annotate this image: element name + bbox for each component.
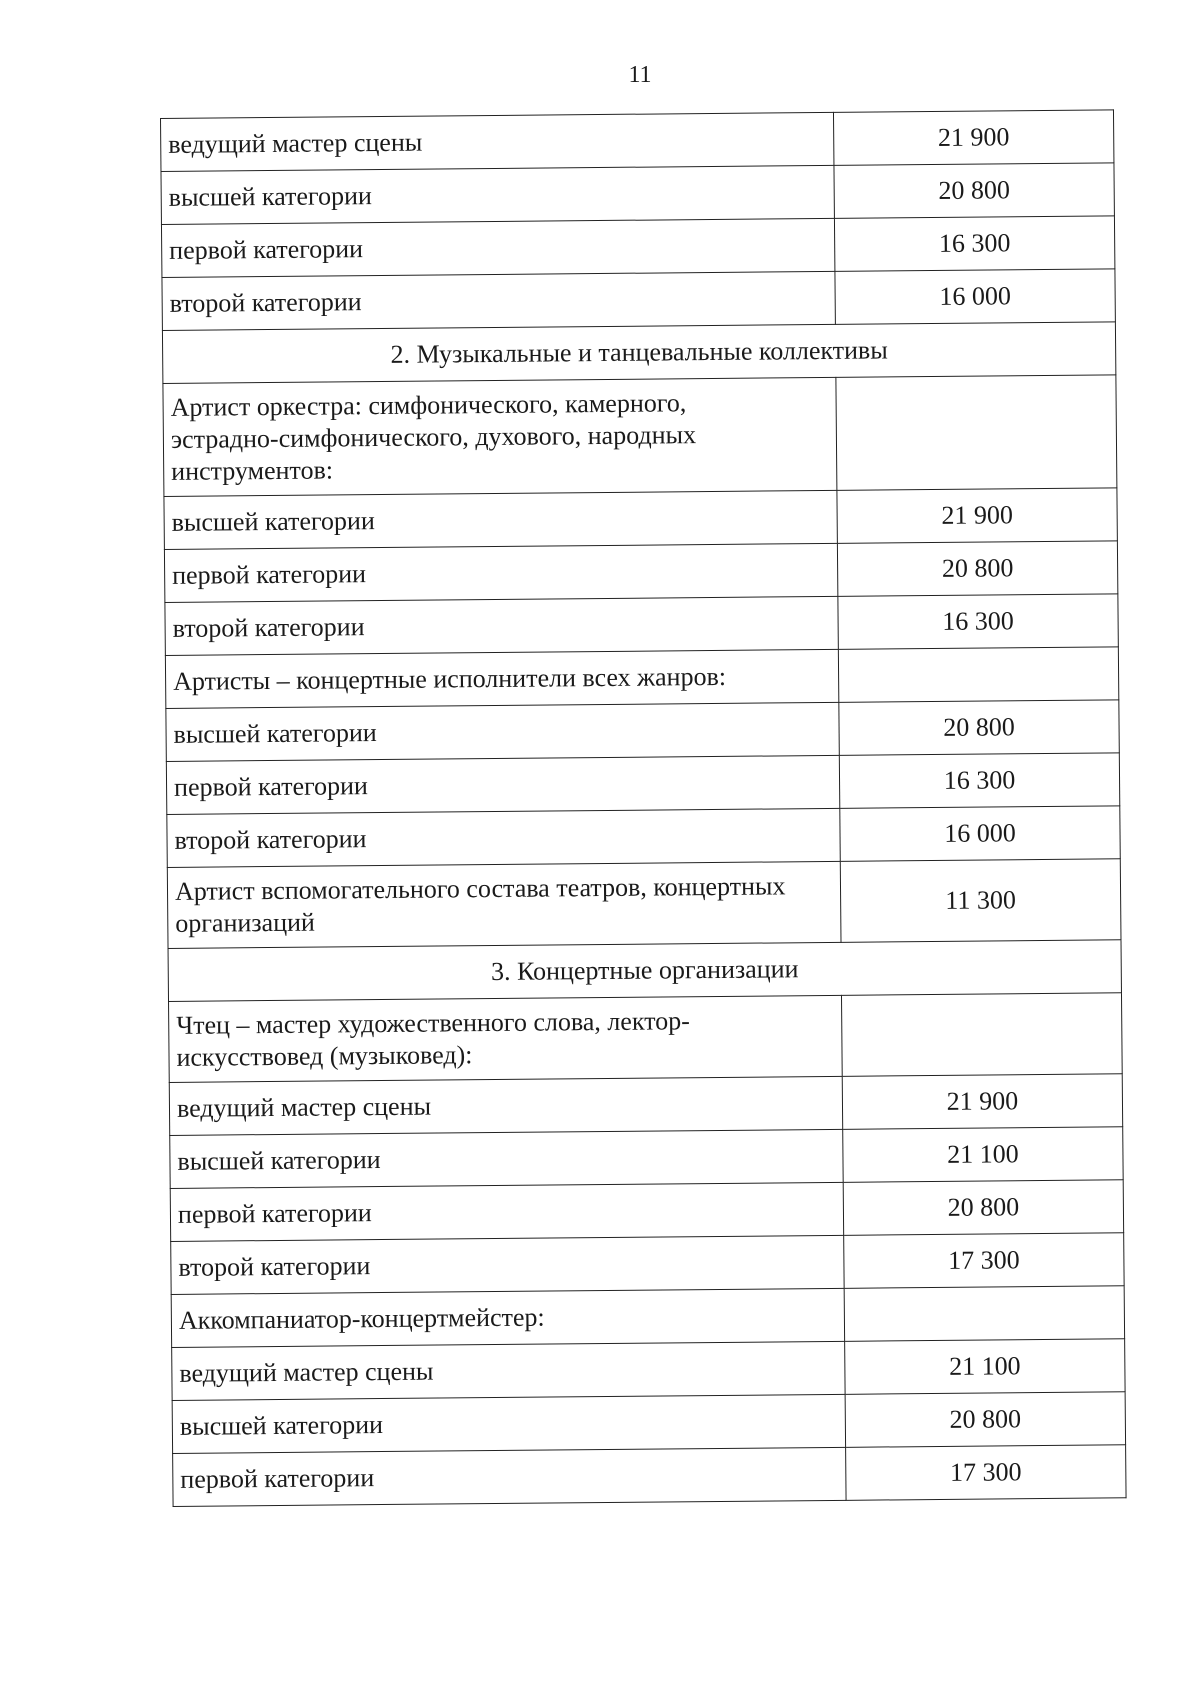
position-label: первой категории [161,218,834,277]
position-label: второй категории [162,271,835,330]
table-row [167,806,1120,868]
salary-value: 20 800 [845,1392,1125,1448]
table-row [163,375,1117,497]
salary-value [844,1286,1124,1342]
position-label: второй категории [171,1235,844,1294]
position-label: Чтец – мастер художественного слова, лектор- искусствовед (музыковед): [169,995,843,1082]
salary-value: 20 800 [834,163,1114,219]
table-row [165,594,1118,656]
position-label: первой категории [173,1447,846,1506]
position-label: Артист оркестра: симфонического, камерного, эстрадно-симфонического, духового, народных инструментов: [163,377,837,496]
salary-value: 16 000 [840,806,1120,862]
table-row [171,1286,1124,1348]
table-row [172,1339,1125,1401]
table-row [166,700,1119,762]
salary-value: 16 300 [839,753,1119,809]
position-label: Аккомпаниатор-концертмейстер: [171,1288,844,1347]
table-row [169,1074,1122,1136]
table-row [167,859,1121,949]
position-label: Артист вспомогательного состава театров, концертных организаций [167,861,841,948]
table-row [164,488,1117,550]
page-number: 11 [628,62,652,88]
salary-value: 21 900 [837,488,1117,544]
salary-value: 20 800 [839,700,1119,756]
position-label: второй категории [167,808,840,867]
salary-value: 20 800 [837,541,1117,597]
salary-value: 17 300 [846,1445,1126,1501]
position-label: высшей категории [172,1394,845,1453]
salary-value: 17 300 [844,1233,1124,1289]
salary-table-body [161,110,1127,1507]
position-label: ведущий мастер сцены [172,1341,845,1400]
position-label: ведущий мастер сцены [161,112,834,171]
salary-value: 21 900 [833,110,1113,166]
position-label: ведущий мастер сцены [169,1076,842,1135]
table-row [173,1445,1126,1507]
table-row [162,269,1115,331]
salary-value [841,993,1122,1077]
salary-value [836,375,1117,491]
section-header-row [162,322,1115,384]
position-label: второй категории [165,596,838,655]
salary-value [838,647,1118,703]
salary-value: 16 000 [835,269,1115,325]
salary-table [160,109,1127,1507]
position-label: Артисты – концертные исполнители всех жанров: [165,649,838,708]
table-row [171,1233,1124,1295]
section-header-row [168,940,1121,1002]
table-row [166,753,1119,815]
salary-value: 21 900 [842,1074,1122,1130]
table-row [161,163,1114,225]
table-row [170,1180,1123,1242]
position-label: высшей категории [164,490,837,549]
position-label: первой категории [170,1182,843,1241]
table-row [161,216,1114,278]
salary-value: 16 300 [838,594,1118,650]
position-label: высшей категории [170,1129,843,1188]
salary-value: 21 100 [843,1127,1123,1183]
position-label: первой категории [166,755,839,814]
position-label: высшей категории [161,165,834,224]
table-row [161,110,1114,172]
position-label: первой категории [164,543,837,602]
salary-value: 20 800 [843,1180,1123,1236]
salary-value: 21 100 [845,1339,1125,1395]
table-row [169,993,1123,1083]
position-label: высшей категории [166,702,839,761]
salary-value: 16 300 [834,216,1114,272]
table-row [165,647,1118,709]
table-row [164,541,1117,603]
section-title: 3. Концертные организации [168,940,1121,1002]
salary-value: 11 300 [840,859,1121,943]
table-row [170,1127,1123,1189]
section-title: 2. Музыкальные и танцевальные коллективы [162,322,1115,384]
table-row [172,1392,1125,1454]
